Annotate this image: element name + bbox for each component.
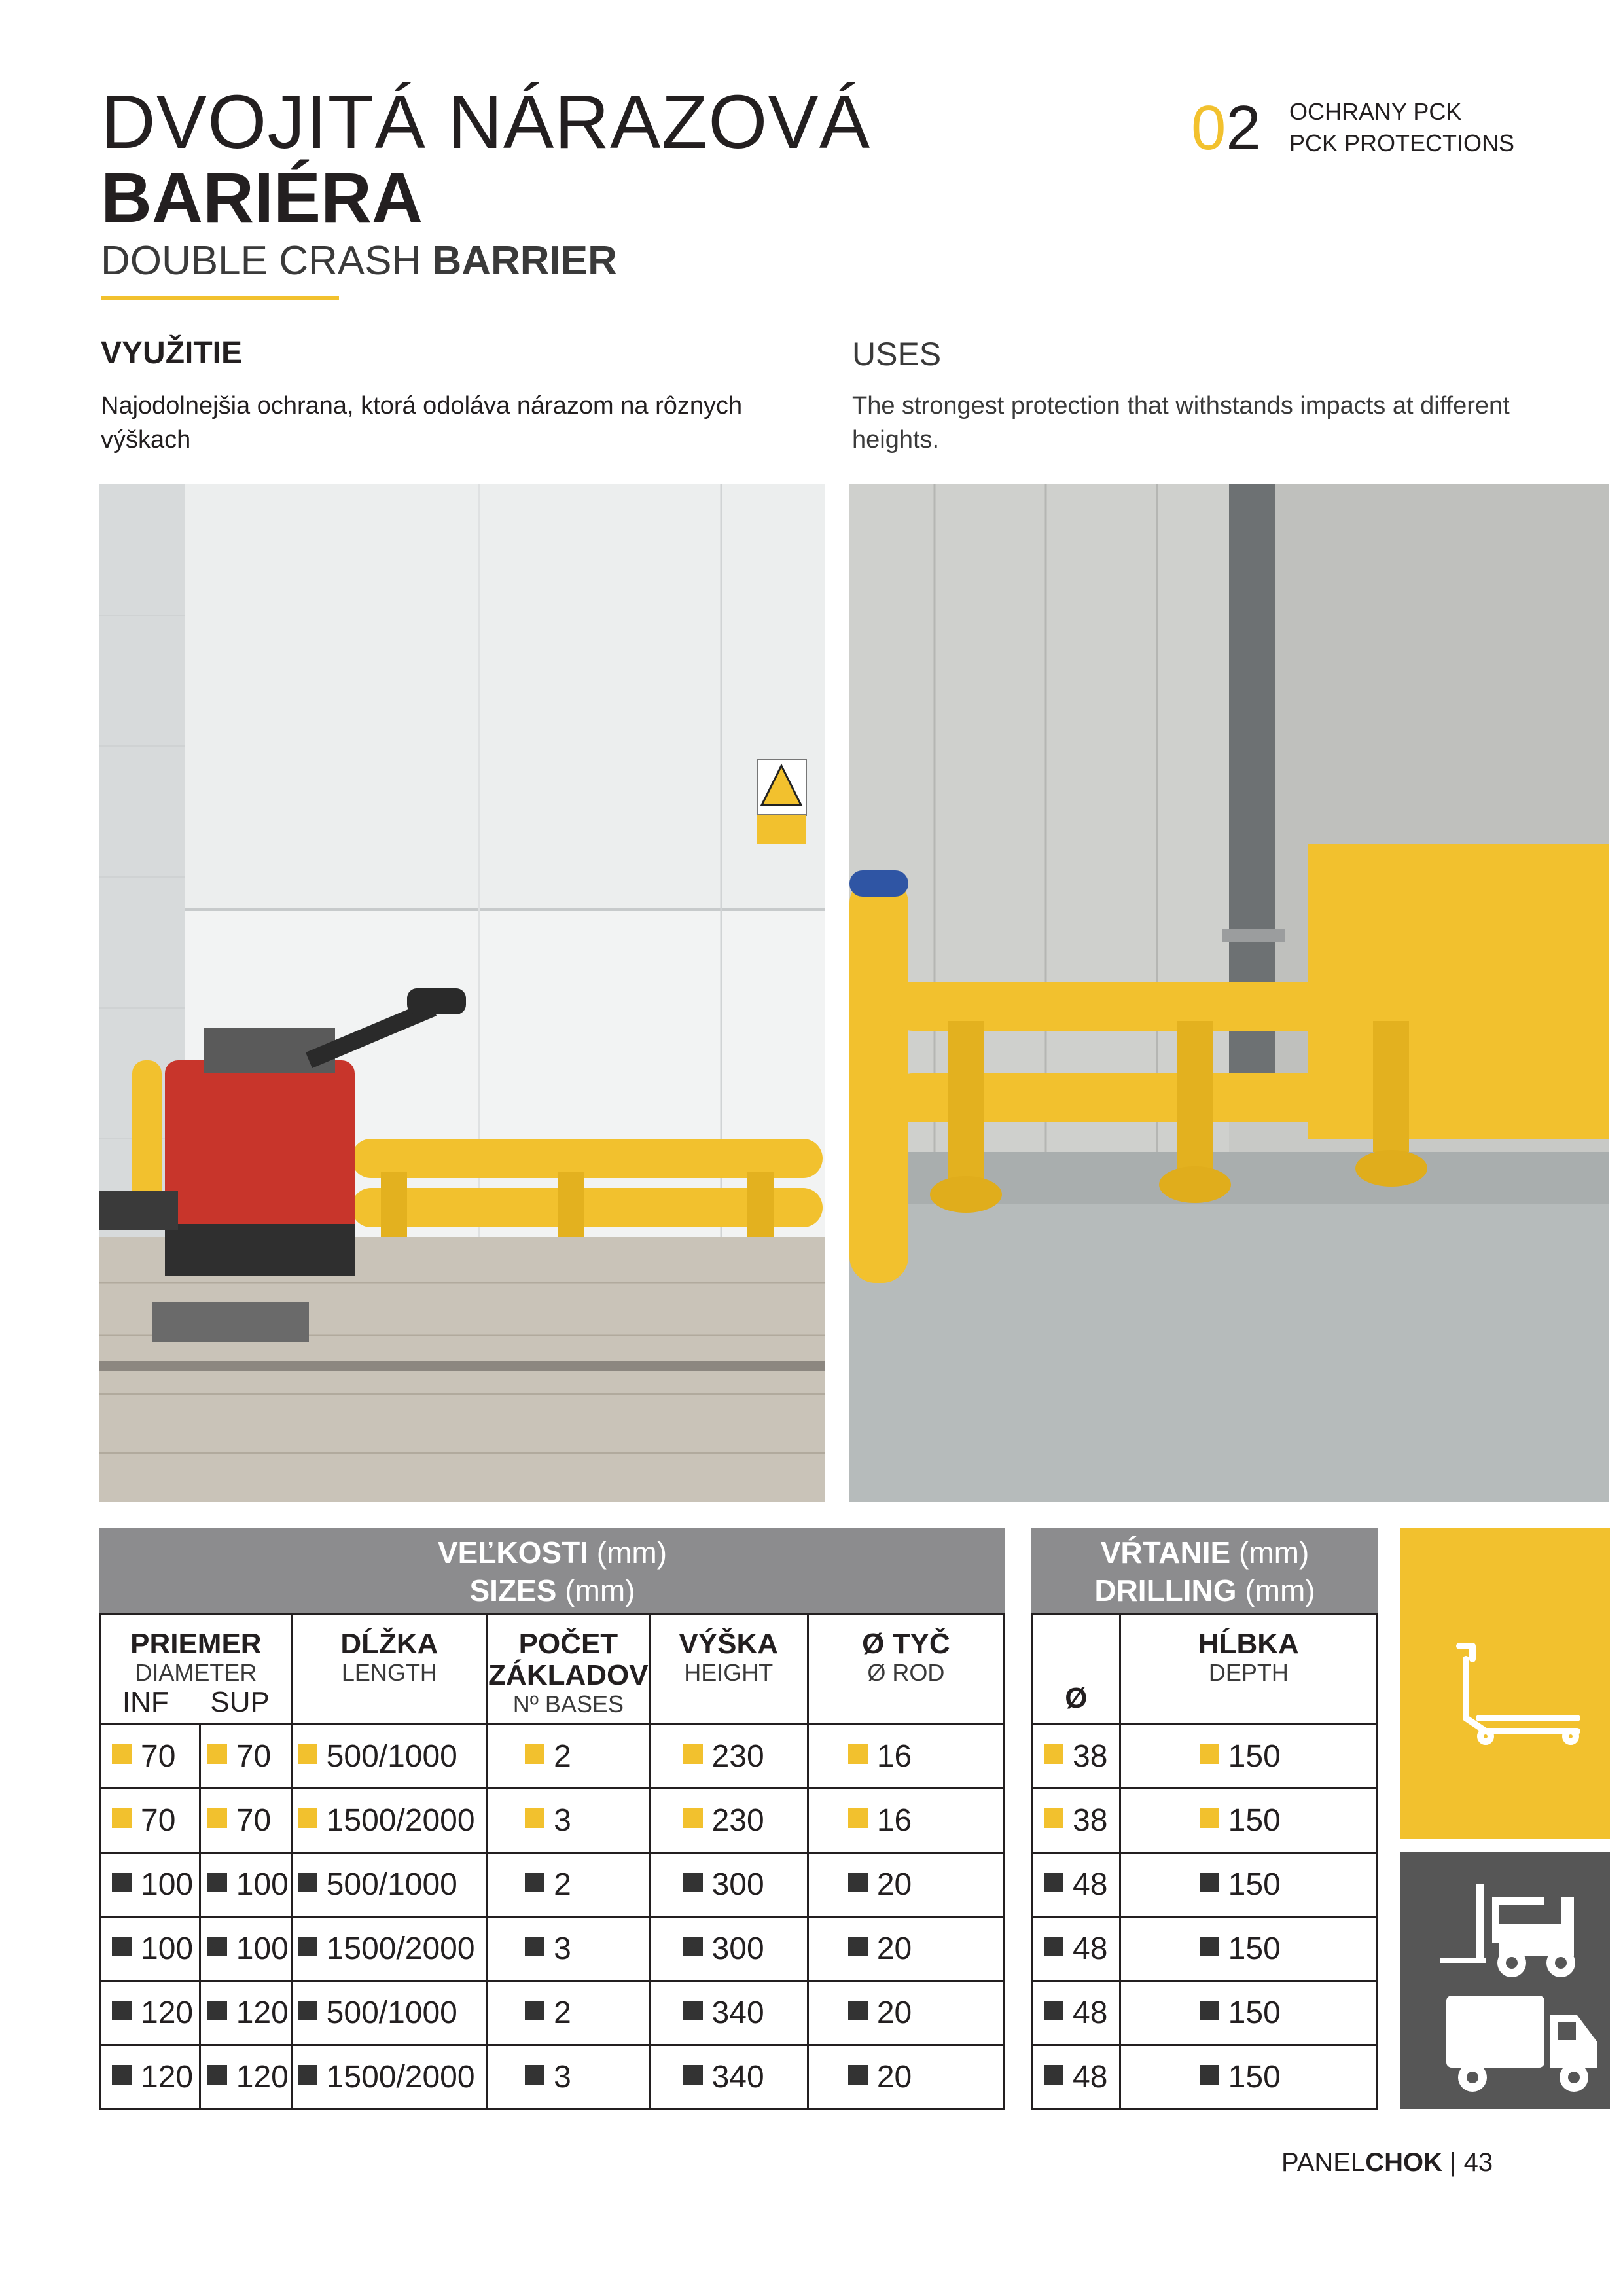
sizes-title-en: [99, 1571, 1005, 1609]
cell-inf-value: 70: [141, 1803, 176, 1838]
cell-length: [291, 1981, 488, 2045]
cell-bases-value: 2: [554, 1867, 571, 1902]
cell-sup-value: 70: [236, 1739, 272, 1774]
cell-sup-value: 70: [236, 1803, 272, 1838]
color-square-icon: [207, 2065, 227, 2085]
color-square-icon: [298, 2001, 317, 2020]
color-square-icon: [1200, 1937, 1219, 1956]
cell-bases: [488, 1853, 649, 1917]
cell-rod-value: 16: [876, 1803, 912, 1838]
cell-depth-value: 150: [1228, 1996, 1281, 2030]
cell-drill-diameter-value: 48: [1073, 2060, 1108, 2094]
color-square-icon: [1044, 1808, 1063, 1828]
color-square-icon: [112, 1808, 132, 1828]
cell-sup: [200, 1725, 291, 1789]
col-rod: [808, 1615, 1004, 1725]
cell-bases-value: 2: [554, 1996, 571, 2030]
cell-inf: [101, 1725, 200, 1789]
col-depth-en: DEPTH: [1208, 1659, 1289, 1686]
col-length-en: LENGTH: [341, 1659, 437, 1686]
drilling-column-header-row: [1033, 1615, 1378, 1725]
sizes-table-body: [101, 1725, 1005, 2109]
page-number: 43: [1463, 2148, 1493, 2177]
cell-length: [291, 1725, 488, 1789]
cell-depth-value: 150: [1228, 1739, 1281, 1774]
color-square-icon: [848, 1873, 868, 1892]
color-square-icon: [848, 1937, 868, 1956]
uses-text-en: The strongest protection that withstands impacts at different heights.: [852, 392, 1510, 454]
color-square-icon: [1200, 1744, 1219, 1764]
col-rod-sk: Ø TYČ: [862, 1628, 950, 1660]
col-drill-diameter-label: Ø: [1065, 1682, 1088, 1714]
drilling-table-body: [1033, 1725, 1378, 2109]
cell-drill-diameter: [1033, 1789, 1120, 1853]
color-square-icon: [848, 1744, 868, 1764]
cell-rod-value: 20: [876, 1931, 912, 1966]
color-square-icon: [298, 1808, 317, 1828]
cell-sup: [200, 2045, 291, 2109]
color-square-icon: [1044, 1744, 1063, 1764]
footer-brand-bold: CHOK: [1365, 2148, 1442, 2177]
cell-height: [649, 1725, 808, 1789]
cell-rod: [808, 1981, 1004, 2045]
pallet-truck-tile: [1400, 1528, 1610, 1839]
cell-rod: [808, 1789, 1004, 1853]
color-square-icon: [1044, 1937, 1063, 1956]
color-square-icon: [298, 1744, 317, 1764]
uses-heading-sk: VYUŽITIE: [101, 336, 243, 370]
color-square-icon: [1044, 1873, 1063, 1892]
section-name-sk: OCHRANY PCK: [1289, 98, 1462, 125]
cell-drill-diameter-value: 48: [1073, 1931, 1108, 1966]
cell-rod-value: 20: [876, 1996, 912, 2030]
uses-text-sk: Najodolnejšia ochrana, ktorá odoláva nárazom na rôznych výškach: [101, 392, 743, 454]
table-row: [1033, 1789, 1378, 1853]
footer: [1281, 2148, 1493, 2178]
section-number: [1191, 93, 1261, 163]
col-height-sk: VÝŠKA: [679, 1628, 778, 1660]
cell-depth-value: 150: [1228, 1867, 1281, 1902]
col-height-en: HEIGHT: [684, 1659, 774, 1686]
color-square-icon: [1200, 1808, 1219, 1828]
table-row: [101, 1917, 1005, 1981]
sizes-table: [99, 1613, 1005, 2110]
cell-drill-diameter-value: 38: [1073, 1803, 1108, 1838]
table-row: [101, 1853, 1005, 1917]
cell-sup-value: 120: [236, 1996, 289, 2030]
cell-height-value: 230: [711, 1739, 764, 1774]
col-length: [291, 1615, 488, 1725]
cell-drill-diameter: [1033, 2045, 1120, 2109]
color-square-icon: [525, 2065, 544, 2085]
cell-inf-value: 120: [141, 2060, 194, 2094]
cell-bases-value: 3: [554, 1931, 571, 1966]
cell-length-value: 500/1000: [326, 1867, 457, 1902]
color-square-icon: [112, 1873, 132, 1892]
cell-length-value: 1500/2000: [326, 1931, 475, 1966]
col-height: [649, 1615, 808, 1725]
color-square-icon: [525, 2001, 544, 2020]
color-square-icon: [848, 2065, 868, 2085]
cell-inf: [101, 1917, 200, 1981]
color-square-icon: [207, 2001, 227, 2020]
color-square-icon: [1044, 2001, 1063, 2020]
cell-depth: [1120, 1917, 1377, 1981]
color-square-icon: [112, 2065, 132, 2085]
table-row: [101, 1981, 1005, 2045]
table-row: [1033, 2045, 1378, 2109]
cell-bases: [488, 2045, 649, 2109]
col-sup: SUP: [210, 1686, 270, 1718]
sizes-title-sk-bold: VEĽKOSTI: [437, 1535, 588, 1570]
cell-depth: [1120, 1981, 1377, 2045]
cell-bases: [488, 1981, 649, 2045]
cell-depth: [1120, 1853, 1377, 1917]
table-row: [101, 1789, 1005, 1853]
forklift-icon: [1400, 1852, 1610, 1982]
photo-barrier-at-column: [849, 484, 1609, 1502]
cell-length-value: 1500/2000: [326, 2060, 475, 2094]
color-square-icon: [683, 2065, 703, 2085]
cell-height: [649, 2045, 808, 2109]
cell-rod: [808, 1917, 1004, 1981]
cell-height: [649, 1789, 808, 1853]
table-row: [1033, 1725, 1378, 1789]
cell-sup: [200, 1981, 291, 2045]
cell-rod-value: 20: [876, 2060, 912, 2094]
cell-drill-diameter: [1033, 1981, 1120, 2045]
cell-height-value: 340: [711, 2060, 764, 2094]
footer-separator: |: [1442, 2148, 1464, 2177]
cell-height-value: 340: [711, 1996, 764, 2030]
col-depth: [1120, 1615, 1377, 1725]
col-bases: [488, 1615, 649, 1725]
cell-inf: [101, 1789, 200, 1853]
color-square-icon: [1200, 2065, 1219, 2085]
color-square-icon: [207, 1808, 227, 1828]
col-drill-diameter: [1033, 1615, 1120, 1725]
drilling-title-sk-unit: (mm): [1230, 1535, 1310, 1570]
cell-length: [291, 2045, 488, 2109]
cell-depth: [1120, 2045, 1377, 2109]
cell-sup: [200, 1853, 291, 1917]
color-square-icon: [207, 1744, 227, 1764]
subtitle-light: DOUBLE CRASH: [101, 238, 433, 283]
cell-rod-value: 20: [876, 1867, 912, 1902]
cell-length: [291, 1853, 488, 1917]
cell-depth: [1120, 1789, 1377, 1853]
color-square-icon: [112, 2001, 132, 2020]
color-square-icon: [298, 2065, 317, 2085]
cell-length-value: 500/1000: [326, 1739, 457, 1774]
cell-length: [291, 1917, 488, 1981]
drilling-title-en-unit: (mm): [1236, 1573, 1315, 1607]
cell-height-value: 230: [711, 1803, 764, 1838]
cell-height-value: 300: [711, 1931, 764, 1966]
col-diameter-sk: PRIEMER: [130, 1628, 262, 1660]
cell-drill-diameter-value: 48: [1073, 1867, 1108, 1902]
subtitle-bold: BARRIER: [432, 238, 617, 283]
sizes-column-header-row: [101, 1615, 1005, 1725]
subtitle: [101, 238, 617, 283]
cell-sup: [200, 1789, 291, 1853]
drilling-title-sk-bold: VŔTANIE: [1100, 1535, 1231, 1570]
cell-rod: [808, 1853, 1004, 1917]
col-inf: INF: [122, 1686, 169, 1718]
table-row: [1033, 1981, 1378, 2045]
pallet-truck-icon: [1400, 1528, 1610, 1839]
drilling-title-en: [1031, 1571, 1378, 1609]
cell-drill-diameter: [1033, 1917, 1120, 1981]
cell-bases: [488, 1789, 649, 1853]
color-square-icon: [683, 1937, 703, 1956]
sizes-title-sk: [99, 1528, 1005, 1571]
cell-sup-value: 100: [236, 1867, 289, 1902]
section-number-two: 2: [1226, 93, 1261, 163]
cell-drill-diameter-value: 38: [1073, 1739, 1108, 1774]
color-square-icon: [525, 1873, 544, 1892]
cell-length-value: 1500/2000: [326, 1803, 475, 1838]
cell-height: [649, 1917, 808, 1981]
color-square-icon: [525, 1808, 544, 1828]
drilling-table: [1031, 1613, 1378, 2110]
section-name-en: PCK PROTECTIONS: [1289, 130, 1515, 156]
color-square-icon: [683, 1873, 703, 1892]
cell-bases-value: 3: [554, 2060, 571, 2094]
color-square-icon: [848, 2001, 868, 2020]
drilling-title-sk: [1031, 1528, 1378, 1571]
sizes-title-sk-unit: (mm): [588, 1535, 668, 1570]
drilling-table-header: [1031, 1528, 1378, 1613]
cell-bases: [488, 1725, 649, 1789]
cell-inf-value: 100: [141, 1867, 194, 1902]
color-square-icon: [298, 1873, 317, 1892]
color-square-icon: [683, 2001, 703, 2020]
cell-inf: [101, 1981, 200, 2045]
cell-depth-value: 150: [1228, 1931, 1281, 1966]
color-square-icon: [683, 1744, 703, 1764]
cell-height: [649, 1981, 808, 2045]
color-square-icon: [207, 1873, 227, 1892]
title-underline: [101, 296, 339, 300]
vehicles-tile: [1400, 1852, 1610, 2109]
table-row: [101, 2045, 1005, 2109]
cell-drill-diameter: [1033, 1725, 1120, 1789]
cell-bases-value: 2: [554, 1739, 571, 1774]
cell-sup-value: 100: [236, 1931, 289, 1966]
color-square-icon: [207, 1937, 227, 1956]
sizes-title-en-unit: (mm): [556, 1573, 635, 1607]
cell-bases: [488, 1917, 649, 1981]
color-square-icon: [112, 1744, 132, 1764]
table-row: [1033, 1917, 1378, 1981]
title-line-2: BARIÉRA: [101, 158, 423, 237]
cell-inf-value: 100: [141, 1931, 194, 1966]
col-bases-sk: POČET ZÁKLADOV: [488, 1628, 649, 1691]
uses-heading-en: USES: [852, 336, 942, 372]
table-row: [101, 1725, 1005, 1789]
color-square-icon: [848, 1808, 868, 1828]
color-square-icon: [1200, 2001, 1219, 2020]
color-square-icon: [525, 1744, 544, 1764]
sizes-title-en-bold: SIZES: [469, 1573, 557, 1607]
cell-depth-value: 150: [1228, 2060, 1281, 2094]
col-rod-en: Ø ROD: [867, 1659, 945, 1686]
color-square-icon: [1044, 2065, 1063, 2085]
col-length-sk: DĹŽKA: [340, 1628, 438, 1660]
title-line-1: DVOJITÁ NÁRAZOVÁ: [101, 79, 871, 164]
color-square-icon: [112, 1937, 132, 1956]
cell-depth: [1120, 1725, 1377, 1789]
col-diameter: [101, 1615, 292, 1725]
section-number-zero: 0: [1191, 93, 1226, 163]
cell-inf: [101, 1853, 200, 1917]
col-diameter-en: DIAMETER: [135, 1659, 257, 1686]
cell-length-value: 500/1000: [326, 1996, 457, 2030]
col-depth-sk: HĹBKA: [1198, 1628, 1299, 1660]
cell-depth-value: 150: [1228, 1803, 1281, 1838]
cell-rod: [808, 1725, 1004, 1789]
cell-inf: [101, 2045, 200, 2109]
cell-rod: [808, 2045, 1004, 2109]
table-row: [1033, 1853, 1378, 1917]
cell-drill-diameter: [1033, 1853, 1120, 1917]
footer-brand-light: PANEL: [1281, 2148, 1366, 2177]
cell-sup: [200, 1917, 291, 1981]
col-bases-en: Nº BASES: [512, 1691, 624, 1717]
color-square-icon: [683, 1808, 703, 1828]
cell-drill-diameter-value: 48: [1073, 1996, 1108, 2030]
cell-rod-value: 16: [876, 1739, 912, 1774]
cell-inf-value: 70: [141, 1739, 176, 1774]
photo-pallet-truck-barrier: [99, 484, 825, 1502]
truck-icon: [1400, 1982, 1610, 2109]
color-square-icon: [525, 1937, 544, 1956]
cell-sup-value: 120: [236, 2060, 289, 2094]
cell-height: [649, 1853, 808, 1917]
cell-inf-value: 120: [141, 1996, 194, 2030]
sizes-table-header: [99, 1528, 1005, 1613]
cell-length: [291, 1789, 488, 1853]
cell-bases-value: 3: [554, 1803, 571, 1838]
color-square-icon: [1200, 1873, 1219, 1892]
color-square-icon: [298, 1937, 317, 1956]
cell-height-value: 300: [711, 1867, 764, 1902]
drilling-title-en-bold: DRILLING: [1094, 1573, 1237, 1607]
